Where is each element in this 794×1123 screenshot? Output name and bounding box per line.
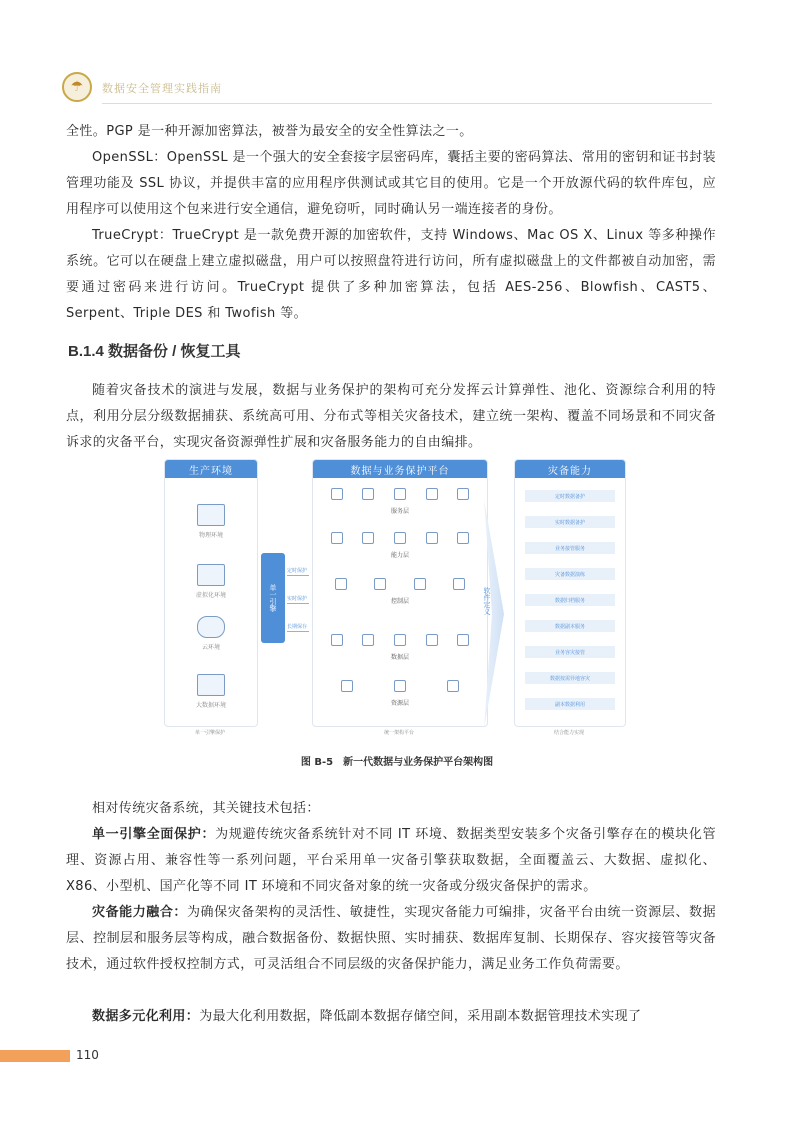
production-env-column xyxy=(164,459,258,727)
figure-caption: 图 B-5 新一代数据与业务保护平台架构图 xyxy=(300,757,494,768)
capability-icon xyxy=(394,532,406,544)
database-icon xyxy=(197,674,225,696)
flow-arrow xyxy=(287,631,309,632)
env-bigdata: 大数据环境 xyxy=(165,674,257,709)
env-physical: 物理环境 xyxy=(165,504,257,539)
control-icon xyxy=(335,578,347,590)
layer-capability: 能力层 xyxy=(321,526,479,582)
flow-arrow xyxy=(287,603,309,604)
platform-column xyxy=(312,459,488,727)
flow-label-realtime: 实时保护 xyxy=(287,596,308,602)
capability-item: 数据归档服务 xyxy=(525,594,615,606)
paragraph-body: 为规避传统灾备系统针对不同 IT 环境、数据类型安装多个灾备引擎存在的模块化管理、资源占用、兼容性等一系列问题，平台采用单一灾备引擎获取数据，全面覆盖云、大数据、虚拟化、X86、小型机、国产化等不同 IT 环境和不同灾备对象的统一灾备或分级灾备保护的需求。 xyxy=(66,827,716,894)
resource-icon xyxy=(394,680,406,692)
architecture-figure xyxy=(164,459,634,741)
layer-data: 数据层 xyxy=(321,628,479,684)
paragraph-key-tech-intro: 相对传统灾备系统，其关键技术包括： xyxy=(92,801,320,816)
control-icon xyxy=(453,578,465,590)
flow-label-scheduled: 定时保护 xyxy=(287,568,308,574)
service-icon xyxy=(394,488,406,500)
layer-resource: 资源层 xyxy=(321,674,479,730)
paragraph-capability-fusion xyxy=(66,900,716,978)
service-icon xyxy=(362,488,374,500)
book-logo-icon: ☂ xyxy=(62,72,92,102)
right-column-footer: 结合能力实现 xyxy=(553,730,584,736)
control-icon xyxy=(374,578,386,590)
paragraph-truecrypt: TrueCrypt：TrueCrypt 是一款免费开源的加密软件，支持 Windows、Mac OS X、Linux 等多种操作系统。它可以在硬盘上建立虚拟磁盘，用户可以按照盘符进行访问，所有虚拟磁盘上的文件都被自动加密，需要通过密码来进行访问。TrueCrypt 提供了多种加密算法，包括 AES-256、Blowfish、CAST5、Serpent、Triple DES 和 Twofish 等。 xyxy=(66,228,716,321)
service-icon xyxy=(331,488,343,500)
platform-title: 数据与业务保护平台 xyxy=(313,460,487,478)
layer-service: 服务层 xyxy=(321,482,479,538)
env-cloud: 云环境 xyxy=(165,616,257,651)
server-icon xyxy=(197,504,225,526)
cloud-icon xyxy=(197,616,225,638)
running-title: 数据安全管理实践指南 xyxy=(102,82,222,95)
data-icon xyxy=(457,634,469,646)
resource-icon xyxy=(341,680,353,692)
capability-item: 数据按需异地容灾 xyxy=(525,672,615,684)
left-column-footer: 单一引擎保护 xyxy=(194,730,225,736)
capability-item: 实时数据备护 xyxy=(525,516,615,528)
paragraph-pgp-tail: 全性。PGP 是一种开源加密算法，被誉为最安全的安全性算法之一。 xyxy=(66,124,473,139)
section-heading: B.1.4 数据备份 / 恢复工具 xyxy=(68,343,241,360)
data-icon xyxy=(331,634,343,646)
paragraph-backup-intro: 随着灾备技术的演进与发展，数据与业务保护的架构可充分发挥云计算弹性、池化、资源综合利用的特点，利用分层分级数据捕获、系统高可用、分布式等相关灾备技术，建立统一架构、覆盖不同场景和不同灾备诉求的灾备平台，实现灾备资源弹性扩展和灾备服务能力的自由编排。 xyxy=(66,383,716,450)
paragraph-lead: 数据多元化利用： xyxy=(92,1009,200,1024)
capability-item: 定时数据备护 xyxy=(525,490,615,502)
header-divider xyxy=(102,103,712,104)
control-icon xyxy=(414,578,426,590)
page-header xyxy=(62,66,712,106)
capability-item: 灾备数据演练 xyxy=(525,568,615,580)
footer-accent-bar xyxy=(0,1050,70,1062)
paragraph-lead: 灾备能力融合： xyxy=(92,905,187,920)
capability-item: 数据副本服务 xyxy=(525,620,615,632)
capability-title: 灾备能力 xyxy=(515,460,625,478)
data-icon xyxy=(426,634,438,646)
virtualization-icon xyxy=(197,564,225,586)
production-env-title: 生产环境 xyxy=(165,460,257,478)
page-number: 110 xyxy=(76,1048,99,1062)
flow-label-longterm: 长期保存 xyxy=(287,624,308,630)
data-icon xyxy=(362,634,374,646)
capability-icon xyxy=(457,532,469,544)
paragraph-body: 为确保灾备架构的灵活性、敏捷性，实现灾备能力可编排，灾备平台由统一资源层、数据层、控制层和服务层等构成，融合数据备份、数据快照、实时捕获、数据库复制、长期保存、容灾接管等灾备技术，通过软件授权控制方式，可灵活组合不同层级的灾备保护能力，满足业务工作负荷需要。 xyxy=(66,905,716,972)
layer-control: 控制层 xyxy=(321,572,479,628)
env-virtual: 虚拟化环境 xyxy=(165,564,257,599)
capability-icon xyxy=(331,532,343,544)
flow-arrow xyxy=(287,575,309,576)
data-icon xyxy=(394,634,406,646)
paragraph-single-engine xyxy=(66,822,716,900)
single-engine-block: 单一引擎 xyxy=(261,553,285,643)
capability-item: 副本数据利用 xyxy=(525,698,615,710)
capability-column xyxy=(514,459,626,727)
capability-item: 业务接管服务 xyxy=(525,542,615,554)
service-icon xyxy=(457,488,469,500)
capability-item: 业务容灾接管 xyxy=(525,646,615,658)
capability-icon xyxy=(362,532,374,544)
paragraph-body: 为最大化利用数据，降低副本数据存储空间，采用副本数据管理技术实现了 xyxy=(199,1009,642,1024)
software-defined-label: 软件定义 xyxy=(483,587,491,615)
middle-column-footer: 统一架构平台 xyxy=(383,730,414,736)
resource-icon xyxy=(447,680,459,692)
paragraph-lead: 单一引擎全面保护： xyxy=(92,827,216,842)
paragraph-openssl: OpenSSL：OpenSSL 是一个强大的安全套接字层密码库，囊括主要的密码算法、常用的密钥和证书封装管理功能及 SSL 协议，并提供丰富的应用程序供测试或其它目的使用。它是一个开放源代码的软件库包，应用程序可以使用这个包来进行安全通信，避免窃听，同时确认另一端连接者的身份。 xyxy=(66,150,716,217)
paragraph-data-utilization xyxy=(66,1004,716,1030)
service-icon xyxy=(426,488,438,500)
capability-icon xyxy=(426,532,438,544)
